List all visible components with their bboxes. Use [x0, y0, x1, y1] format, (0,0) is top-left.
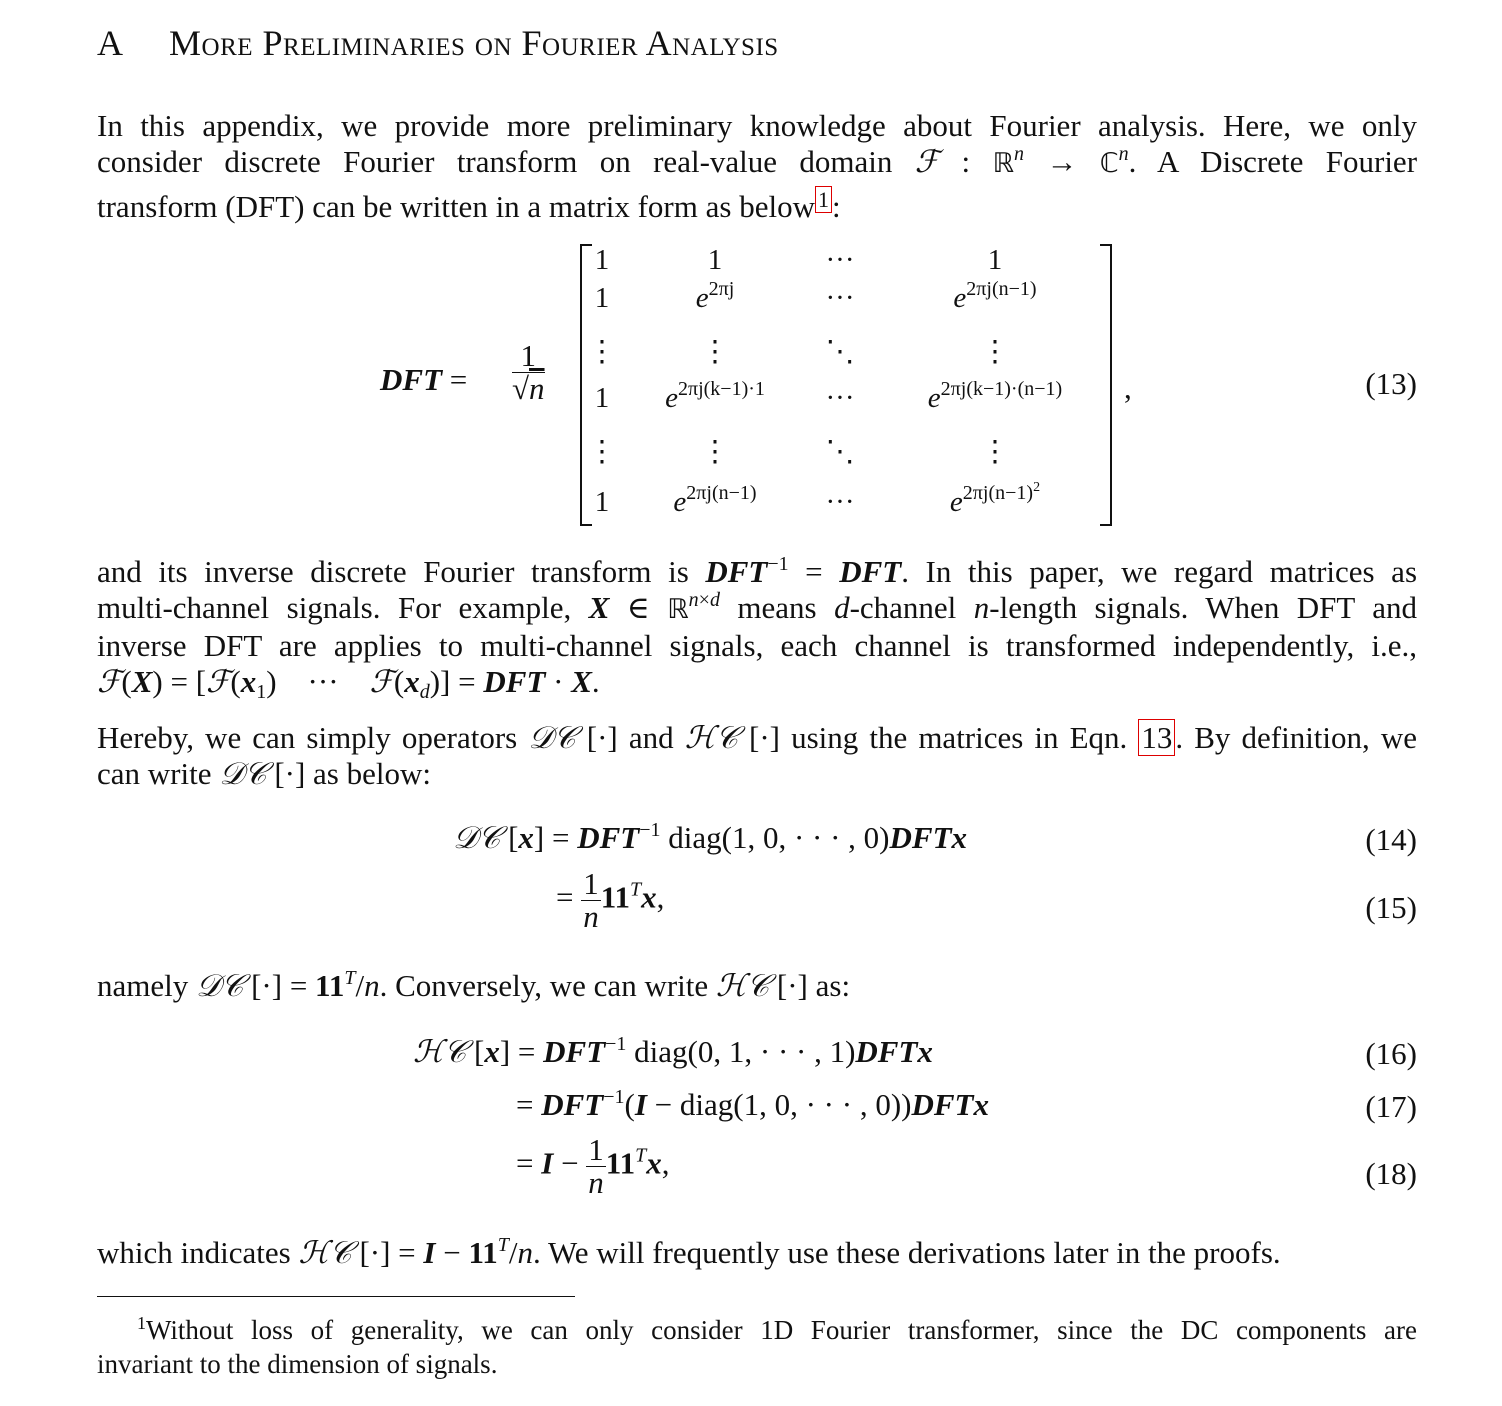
para3-line-1: Hereby, we can simply operators 𝒟𝒞 [·] and ℋ𝒞 [·] using the matrices in Eqn. 13. By definition, we: [97, 720, 1418, 756]
footnote: [97, 1306, 1417, 1381]
eq15-number: (15): [1365, 890, 1417, 925]
matrix-cell-r3-c3: ⋱: [825, 336, 855, 368]
para3-line-2: can write 𝒟𝒞 [·] as below:: [97, 756, 431, 792]
intro-line-1: In this appendix, we provide more preliminary knowledge about Fourier analysis. Here, we only: [97, 108, 1417, 143]
matrix-cell-r3-c4: ⋮: [980, 336, 1010, 368]
eq17: = $DFT^{-1}(I$ − diag(1, 0, · · · , 0))DFTx: [516, 1086, 989, 1122]
matrix-cell-r4-c1: 1: [594, 382, 610, 414]
matrix-cell-r1-c3: ···: [825, 244, 855, 276]
matrix-cell-r2-c1: 1: [594, 282, 610, 314]
paragraph-2: [97, 553, 1418, 703]
eq16-number: (16): [1365, 1036, 1417, 1071]
matrix-cell-r6-c3: ···: [825, 486, 855, 518]
para2-line-3: inverse DFT are applies to multi-channel signals, each channel is transformed independently, i.e.,: [97, 628, 1417, 663]
footnote-line-2: invariant to the dimension of signals.: [97, 1349, 498, 1379]
dft-matrix: [580, 244, 1112, 524]
eq18: = I − $\frac{1}{n}$ $11^Tx$,: [516, 1132, 670, 1200]
eq14-number: (14): [1365, 822, 1417, 857]
para2-line-4: ℱ(X) = [$ℱ(x_1)$ ··· $ℱ(x_d)$] = DFT · X.: [97, 664, 600, 703]
eq13-comma: ,: [1124, 370, 1132, 405]
paragraph-3: [97, 720, 1417, 792]
matrix-cell-r2-c4: $e^{2\pi j(n-1)}$: [953, 278, 1037, 314]
matrix-cell-r5-c4: ⋮: [980, 436, 1010, 468]
eq13-fraction: $\frac{1}{√n}$: [512, 338, 545, 406]
eq13-number: (13): [1365, 366, 1417, 401]
footnote-line-1: $^1$Without loss of generality, we can only consider 1D Fourier transformer, since the DC components are: [137, 1313, 1417, 1345]
eq18-number: (18): [1365, 1156, 1417, 1191]
eq14: 𝒟𝒞 $[x] = DFT^{-1}$ diag(1, 0, · · · , 0)DFTx: [453, 819, 968, 856]
matrix-cell-r6-c1: 1: [594, 486, 610, 518]
matrix-cell-r5-c3: ⋱: [825, 436, 855, 468]
matrix-cell-r4-c2: $e^{2\pi j(k-1)\cdot 1}$: [665, 378, 765, 414]
matrix-cell-r1-c2: 1: [707, 244, 723, 276]
section-heading: [97, 22, 779, 64]
matrix-cell-r1-c4: 1: [987, 244, 1003, 276]
matrix-cell-r6-c4: $e^{2\pi j(n-1)^2}$: [949, 480, 1041, 518]
matrix-cell-r4-c3: ···: [825, 382, 855, 414]
matrix-right-bracket: [1100, 244, 1112, 526]
footnote-rule: [97, 1296, 575, 1297]
eq17-number: (17): [1365, 1089, 1417, 1124]
matrix-cell-r3-c1: ⋮: [587, 336, 617, 368]
intro-paragraph: [97, 108, 1417, 225]
intro-line-3: transform (DFT) can be written in a matrix form as below $^1$:: [97, 187, 841, 224]
eq13-lhs: DFT =: [380, 362, 468, 397]
para4-line: namely 𝒟𝒞 [·] = $11^T/n$. Conversely, we can write ℋ𝒞 [·] as:: [97, 967, 851, 1004]
section-title: More Preliminaries on Fourier Analysis: [169, 23, 779, 63]
matrix-cell-r1-c1: 1: [594, 244, 610, 276]
footnote-ref-link[interactable]: 1: [815, 186, 832, 213]
section-letter: A: [97, 23, 124, 63]
matrix-cell-r3-c2: ⋮: [700, 336, 730, 368]
paragraph-5: [97, 1235, 1417, 1271]
para5-line: which indicates ℋ𝒞 [·] = $I - 11^T/n$. We will frequently use these derivations later in the proofs.: [97, 1234, 1281, 1271]
matrix-cell-r5-c1: ⋮: [587, 436, 617, 468]
paragraph-4: [97, 968, 1417, 1004]
eq15: = $\frac{1}{n}$ $11^Tx$,: [556, 866, 665, 934]
eq13-ref-link[interactable]: 13: [1138, 719, 1175, 756]
matrix-cell-r2-c3: ···: [825, 282, 855, 314]
intro-line-2: consider discrete Fourier transform on real-value domain ℱ : ℝ$^n$ → ℂ$^n$. A Discrete Fourier: [97, 143, 1418, 180]
eq16: ℋ𝒞 $[x] = DFT^{-1}$ diag(0, 1, · · · , 1)DFTx: [413, 1033, 933, 1070]
matrix-cell-r4-c4: $e^{2\pi j(k-1)\cdot(n-1)}$: [927, 378, 1063, 414]
matrix-cell-r5-c2: ⋮: [700, 436, 730, 468]
matrix-cell-r2-c2: $e^{2\pi j}$: [695, 278, 735, 314]
para2-line-1: and its inverse discrete Fourier transform is $DFT^{-1}$ = DFT. In this paper, we regard matrices as: [97, 553, 1418, 589]
matrix-cell-r6-c2: $e^{2\pi j(n-1)}$: [673, 482, 757, 518]
para2-line-2: multi-channel signals. For example, X ∈ ℝ$^{n\times d}$ means d-channel n-length signals. When DFT and: [97, 589, 1418, 625]
